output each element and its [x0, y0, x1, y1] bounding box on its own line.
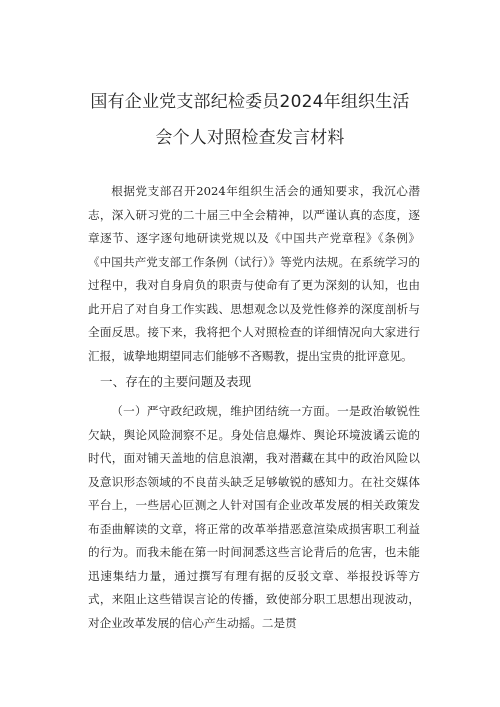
document-title-line-2: 会个人对照检查发言材料: [155, 128, 345, 148]
section-heading: 一、存在的主要问题及表现: [100, 374, 252, 389]
document-title-line-1: 国有企业党支部纪检委员2024年组织生活: [90, 92, 410, 112]
intro-paragraph: 根据党支部召开2024年组织生活会的通知要求，我沉心潜志，深入研习党的二十届三中全会精神，以严谨认真的态度，逐章逐节、逐字逐句地研读党规以及《中国共产党章程》《条例》《中国共产党支部工作条例（试行）》等党内法规。在系统学习的过程中，我对自身肩负的职责与使命有了更为深刻的认知，也由此开启了对自身工作实践、思想观念以及党性修养的深度剖析与全面反思。接下来，我将把个人对照检查的详细情况向大家进行汇报，诚挚地期望同志们能够不吝赐教，提出宝贵的批评意见。: [88, 184, 420, 363]
section-body-paragraph: （一）严守政纪政规，维护团结统一方面。一是政治敏锐性欠缺，舆论风险洞察不足。身处信息爆炸、舆论环境波谲云诡的时代，面对铺天盖地的信息浪潮，我对潜藏在其中的政治风险以及意识形态领域的不良苗头缺乏足够敏锐的感知力。在社交媒体平台上，一些居心叵测之人针对国有企业改革发展的相关政策发布歪曲解读的文章，将正常的改革举措恶意渲染成损害职工利益的行为。而我未能在第一时间洞悉这些言论背后的危害，也未能迅速集结力量，通过撰写有理有据的反驳文章、举报投诉等方式，来阻止这些错误言论的传播，致使部分职工思想出现波动，对企业改革发展的信心产生动摇。二是贯: [88, 404, 420, 630]
